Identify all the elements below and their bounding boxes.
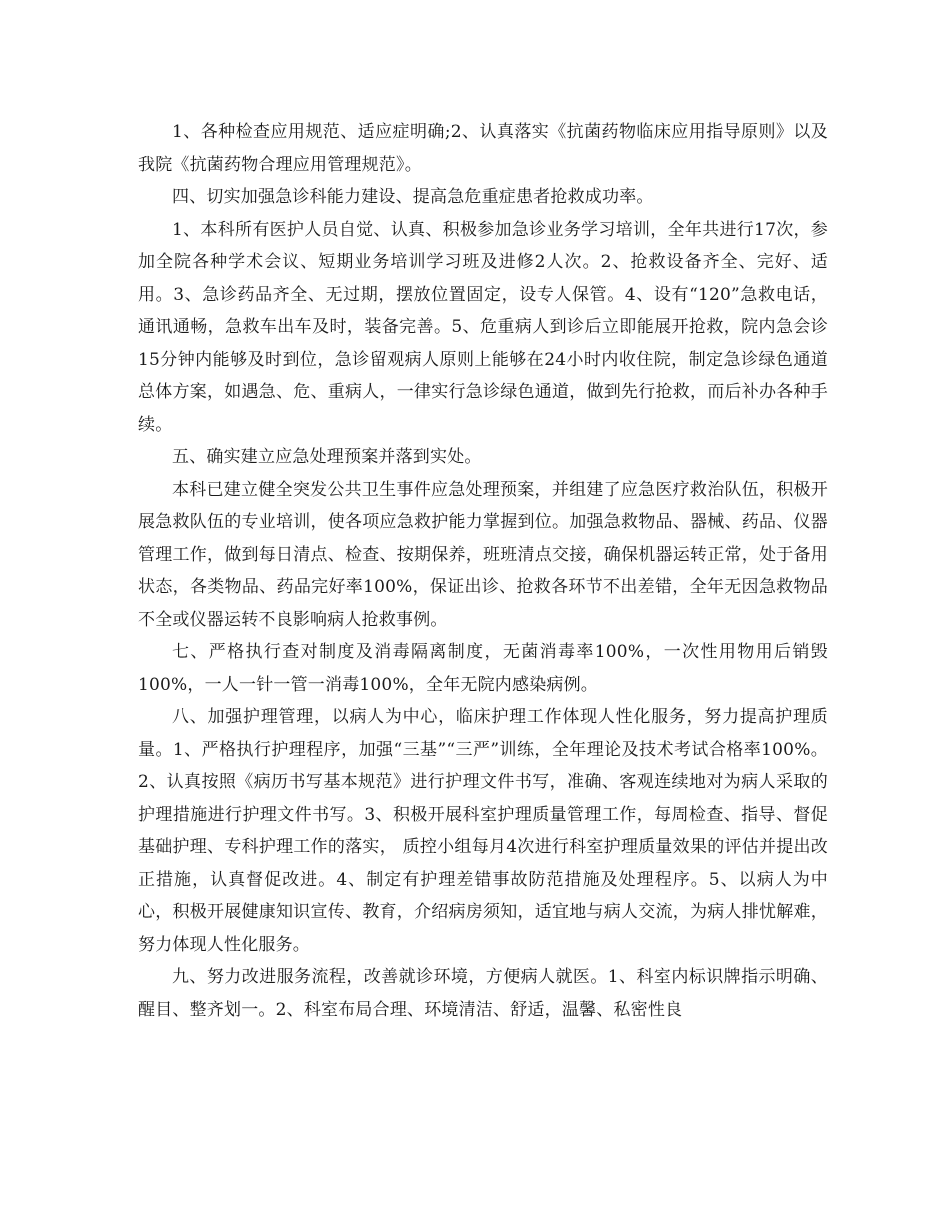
paragraph-section-seven: 七、严格执行查对制度及消毒隔离制度，无菌消毒率100%，一次性用物用后销毁100%，一人一针一管一消毒100%，全年无院内感染病例。 — [138, 642, 828, 695]
paragraph-emergency-training: 1、本科所有医护人员自觉、认真、积极参加急诊业务学习培训，全年共进行17次，参加全院各种学术会议、短期业务培训学习班及进修2人次。2、抢救设备齐全、完好、适用。3、急诊药品齐全、无过期，摆放位置固定，设专人保管。4、设有“120”急救电话，通讯通畅，急救车出车及时，装备完善。5、危重病人到诊后立即能展开抢救，院内急会诊15分钟内能够及时到位，急诊留观病人原则上能够在24小时内收住院，制定急诊绿色通道总体方案，如遇急、危、重病人，一律实行急诊绿色通道，做到先行抢救，而后补办各种手续。 — [138, 219, 828, 435]
document-body — [138, 116, 828, 1026]
heading-section-four: 四、切实加强急诊科能力建设、提高急危重症患者抢救成功率。 — [172, 187, 654, 207]
paragraph-emergency-plan: 本科已建立健全突发公共卫生事件应急处理预案，并组建了应急医疗救治队伍，积极开展急救队伍的专业培训，使各项应急救护能力掌握到位。加强急救物品、器械、药品、仪器管理工作，做到每日清点、检查、按期保养，班班清点交接，确保机器运转正常，处于备用状态，各类物品、药品完好率100%，保证出诊、抢救各环节不出差错，全年无因急救物品不全或仪器运转不良影响病人抢救事例。 — [138, 479, 828, 630]
paragraph-antibiotic-rules: 1、各种检查应用规范、适应症明确;2、认真落实《抗菌药物临床应用指导原则》以及我院《抗菌药物合理应用管理规范》。 — [138, 122, 828, 175]
heading-section-five: 五、确实建立应急处理预案并落到实处。 — [172, 447, 482, 467]
paragraph-section-eight: 八、加强护理管理，以病人为中心，临床护理工作体现人性化服务，努力提高护理质量。1、严格执行护理程序，加强“三基”“三严”训练，全年理论及技术考试合格率100%。2、认真按照《病历书写基本规范》进行护理文件书写，准确、客观连续地对为病人采取的护理措施进行护理文件书写。3、积极开展科室护理质量管理工作，每周检查、指导、督促基础护理、专科护理工作的落实， 质控小组每月4次进行科室护理质量效果的评估并提出改正措施，认真督促改进。4、制定有护理差错事故防范措施及处理程序。5、以病人为中心，积极开展健康知识宣传、教育，介绍病房须知，适宜地与病人交流，为病人排忧解难，努力体现人性化服务。 — [138, 707, 828, 955]
paragraph-section-nine: 九、努力改进服务流程，改善就诊环境，方便病人就医。1、科室内标识牌指示明确、醒目、整齐划一。2、科室布局合理、环境清洁、舒适，温馨、私密性良 — [138, 967, 828, 1020]
